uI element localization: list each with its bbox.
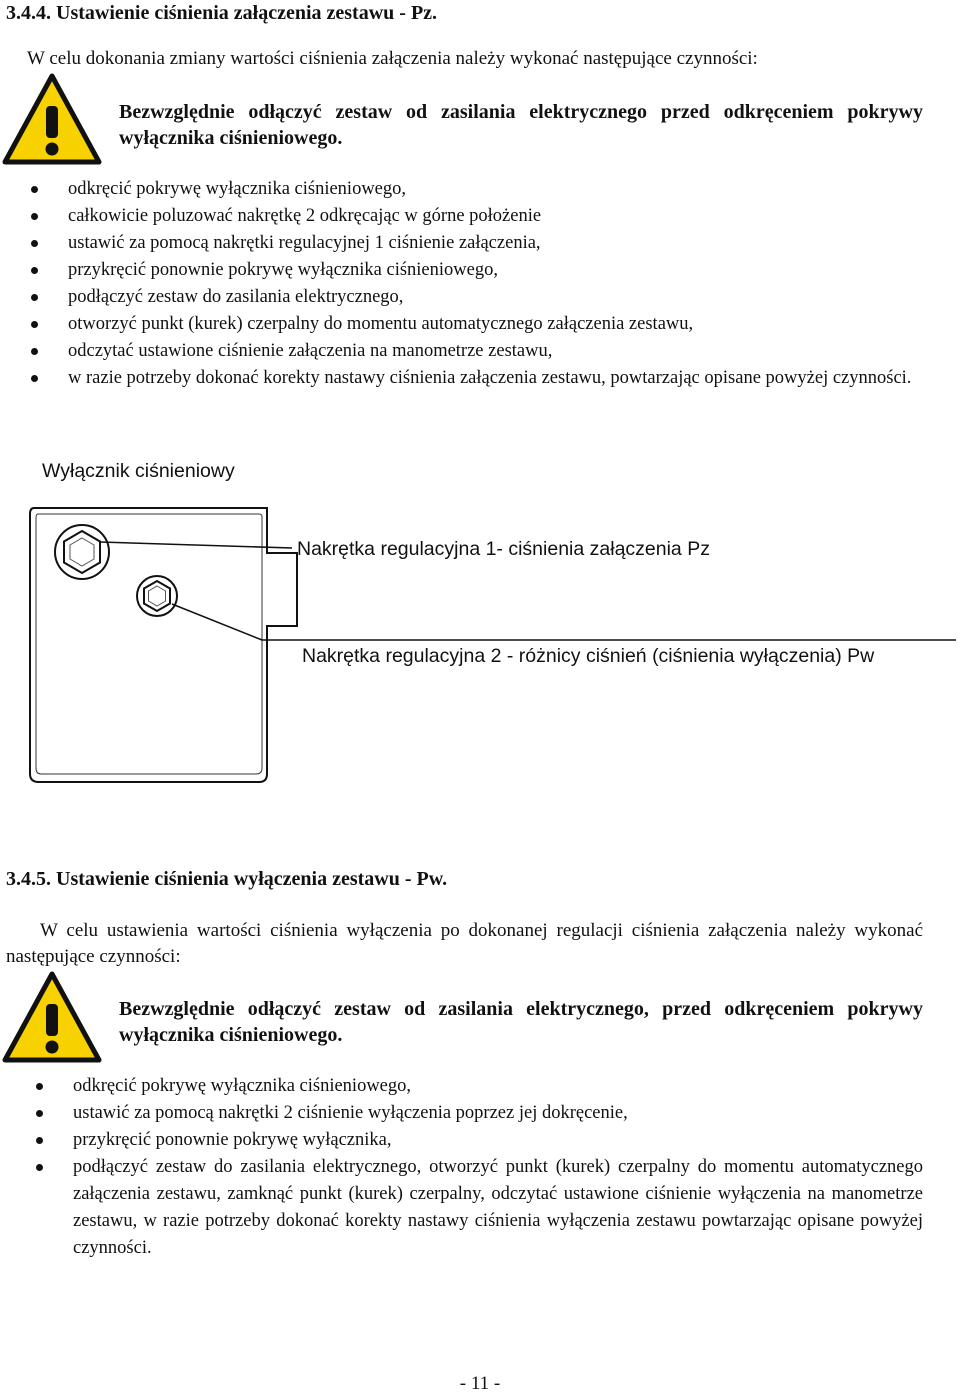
- list-item: ustawić za pomocą nakrętki regulacyjnej 1 ciśnienie załączenia,: [68, 230, 923, 257]
- bullet: [31, 213, 38, 220]
- list-item: odkręcić pokrywę wyłącznika ciśnieniowego,: [68, 176, 923, 203]
- bullet: [31, 375, 38, 382]
- section-heading-345: 3.4.5. Ustawienie ciśnienia wyłączenia zestawu - Pw.: [6, 868, 448, 890]
- bullet: [31, 348, 38, 355]
- list-item: otworzyć punkt (kurek) czerpalny do momentu automatycznego załączenia zestawu,: [68, 311, 923, 338]
- diagram-title: Wyłącznik ciśnieniowy: [42, 460, 235, 482]
- bullet: [31, 321, 38, 328]
- list-item: w razie potrzeby dokonać korekty nastawy ciśnienia załączenia zestawu, powtarzając opisane powyżej czynności.: [68, 365, 923, 392]
- warning-triangle-icon: [2, 970, 102, 1064]
- bullet: [31, 267, 38, 274]
- bullet: [36, 1083, 43, 1090]
- nut-2-label: Nakrętka regulacyjna 2 - różnicy ciśnień (ciśnienia wyłączenia) Pw: [302, 645, 875, 667]
- nut-1-label: Nakrętka regulacyjna 1- ciśnienia załączenia Pz: [297, 538, 710, 560]
- list-item: podłączyć zestaw do zasilania elektrycznego, otworzyć punkt (kurek) czerpalny do momentu automatycznego załączenia zestawu, zamknąć punkt (kurek) czerpalny, odczytać ustawione ciśnienie wyłączenia na manometrze zestawu, w razie potrzeby dokonać korekty nastawy ciśnienia wyłączenia zestawu powtarzając opisane powyżej czynności.: [73, 1154, 923, 1262]
- bullet: [31, 186, 38, 193]
- page-number: - 11 -: [459, 1373, 501, 1394]
- list-item: przykręcić ponownie pokrywę wyłącznika ciśnieniowego,: [68, 257, 923, 284]
- list-item: przykręcić ponownie pokrywę wyłącznika,: [73, 1127, 923, 1154]
- section1-warning: Bezwzględnie odłączyć zestaw od zasilania elektrycznego przed odkręceniem pokrywy wyłącznika ciśnieniowego.: [119, 101, 923, 149]
- adjusting-nut-1-icon: [55, 525, 109, 579]
- bullet: [36, 1137, 43, 1144]
- list-item: ustawić za pomocą nakrętki 2 ciśnienie wyłączenia poprzez jej dokręcenie,: [73, 1100, 923, 1127]
- bullet: [31, 294, 38, 301]
- section2-steps: [73, 1073, 923, 1262]
- list-item: podłączyć zestaw do zasilania elektrycznego,: [68, 284, 923, 311]
- list-item: odkręcić pokrywę wyłącznika ciśnieniowego,: [73, 1073, 923, 1100]
- bullet: [31, 240, 38, 247]
- list-item: odczytać ustawione ciśnienie załączenia na manometrze zestawu,: [68, 338, 923, 365]
- section2-warning: Bezwzględnie odłączyć zestaw od zasilania elektrycznego, przed odkręceniem pokrywy wyłącznika ciśnieniowego.: [119, 998, 923, 1046]
- bullet: [36, 1164, 43, 1171]
- section1-intro: W celu dokonania zmiany wartości ciśnienia załączenia należy wykonać następujące czynności:: [27, 48, 758, 69]
- section2-intro: W celu ustawienia wartości ciśnienia wyłączenia po dokonanej regulacji ciśnienia załączenia należy wykonać następujące czynności:: [6, 920, 923, 967]
- list-item: całkowicie poluzować nakrętkę 2 odkręcając w górne położenie: [68, 203, 923, 230]
- bullet: [36, 1110, 43, 1117]
- warning-triangle-icon: [2, 72, 102, 166]
- section-heading-344: 3.4.4. Ustawienie ciśnienia załączenia zestawu - Pz.: [6, 2, 438, 24]
- adjusting-nut-2-icon: [137, 576, 177, 616]
- section1-steps: [68, 176, 923, 392]
